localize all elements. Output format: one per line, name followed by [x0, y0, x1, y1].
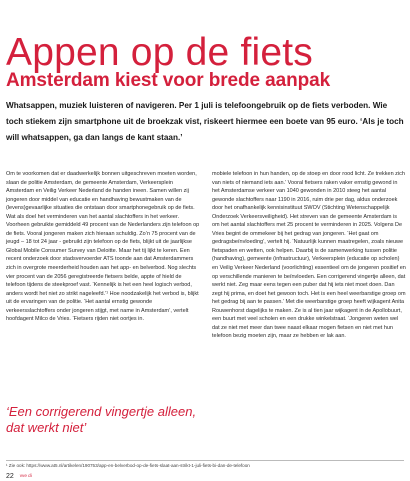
footnote-divider: [6, 460, 404, 461]
right-column-text: mobiele telefoon in hun handen, op de stoep en door rood licht. Ze trekken zich van niets of niemand iets aan.’ Vooral fietsers raken vaker ernstig gewond in het Amsterdamse verkeer van 1040 gewonden in 2010 steeg het aantal gewonde slachtoffers naar 1190 in 2016, ruim drie per dag, aldus onderzoek door het onafhankelijk kennisinstituut SWOV (Stichting Wetenschappelijk Onderzoek Verkeersveiligheid). Het streven van de gemeente Amsterdam is om het aantal slachtoffers met 25 procent te verminderen in 2025. Volgens De Vries begint de ommekeer bij het gedrag van jongeren. ‘Het gaat om gedragsbeïnvloeding’, vertelt hij. ‘Natuurlijk kunnen maatregelen, zoals nieuwe fietspaden en wetten, ook helpen. Daarbij is de samenwerking tussen politie (handhaving), gemeente (infrastructuur), Verkeersplein (educatie op scholen) en Veilig Verkeer Nederland (voorlichting) essentieel om de jongeren positief en op verschillende manieren te beïnvloeden. Een corrigerend vingertje alleen, dat werkt niet. Zeg maar eens tegen een puber dat hij iets niet moet doen. Dan zegt hij prima, en doet het gewoon toch. Het is een heel weerbarstige groep om het gedrag bij aan te passen.’ Met die weerbarstige groep heeft wijkagent Anita Rouwenhorst dagelijks te maken. Ze is al tien jaar wijkagent in de Apollobuurt, een buurt met veel scholen en een drukke winkelstraat. ‘Jongeren weten wel dat ze niet met meer dan twee naast elkaar mogen fietsen en niet met hun telefoon bezig moeten zijn, maar ze hebben er lak aan.: [212, 171, 406, 340]
article-title: Appen op de fiets: [6, 31, 313, 75]
left-column-text: Om te voorkomen dat er daadwerkelijk bonnen uitgeschreven moeten worden, slaan de politie Amsterdam, de gemeente Amsterdam, Verkeersplein Amsterdam en Veilig Verkeer Nederland de handen ineen. Samen willen zij jongeren door middel van educatie en handhaving bewustmaken van de (levens)gevaarlijke situaties die ontstaan door smartphonegebruik op de fiets. Wat als doel het verminderen van het aantal slachtoffers in het verkeer. Voorheen gebruikte gemiddeld 49 procent van de Nederlanders zijn telefoon op de fiets. Vooral jongeren maken zich hieraan schuldig. Zo’n 75 procent van de jeugd – 18 tot 24 jaar - gebruikt zijn telefoon op de fiets, blijkt uit de jaarlijkse Global Mobile Consumer Survey van Deloitte. Maar het tij lijkt te keren. Een recent onderzoek door stadsvervoerder ATS toonde aan dat Amsterdammers zich in overgrote meerderheid houden aan het app- en belverbod. Nog slechts vier procent van de 2056 geregistreerde fietsers belde, appte of hield de telefoon tijdens de steekproef vast. ‘Kennelijk is het een heel logisch verbod, anders wordt het niet zo strikt nageleefd.’¹ Hoe noodzakelijk het verbod is, blijkt uit de ervaringen van de politie. ‘Het aantal ernstig gewonde verkeersslachtoffers onder jongeren stijgt, met name in Amsterdam’, vertelt hoofdagent Milco de Vries. ‘Fietsers rijden niet oortjes in.: [6, 171, 200, 323]
article-column-right: [212, 170, 406, 341]
pull-quote: ‘Een corrigerend vingertje alleen, dat werkt niet’: [6, 404, 197, 435]
article-column-left: [6, 170, 200, 324]
article-lead: Whatsappen, muziek luisteren of navigeren. Per 1 juli is telefoongebruik op de fiets verboden. Wie toch stiekem zijn smartphone uit de broekzak vist, riskeert hiermee een boete van 95 euro. ‘Als je toch will whatsappen, ga dan langs de kant staan.’: [6, 101, 404, 142]
page-number: 22: [6, 473, 14, 480]
article-subtitle: Amsterdam kiest voor brede aanpak: [6, 69, 331, 91]
footer-label: vve di: [19, 473, 32, 478]
footnote: ¹ Zie ook: https://www.at5.nl/artikelen/190753/app-en-belverbod-op-de-fiets-slaat-aan-strikt-1-juli-fiets-bi-dan-de-telefoon: [6, 463, 250, 468]
